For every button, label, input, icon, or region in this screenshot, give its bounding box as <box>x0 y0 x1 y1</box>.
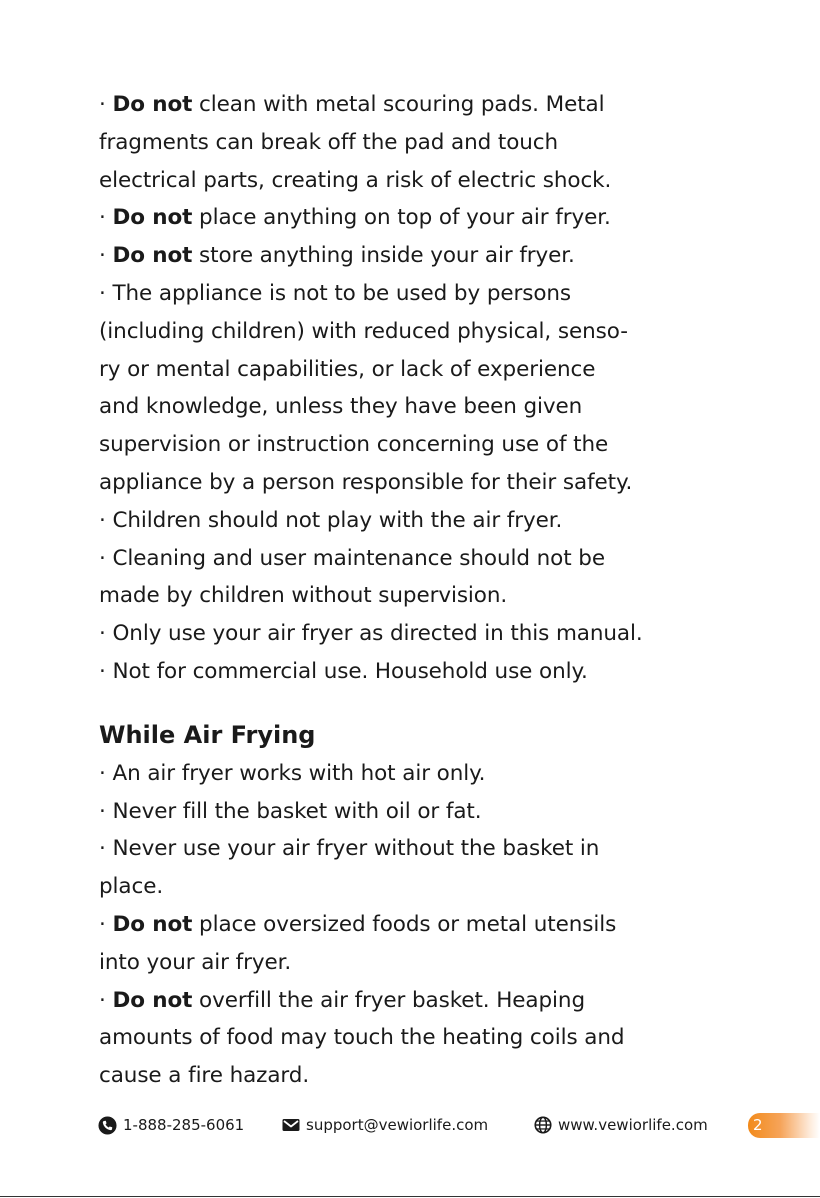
line-text: appliance by a person responsible for their safety. <box>99 469 633 495</box>
emphasis-text: Do not <box>112 911 193 937</box>
globe-icon <box>534 1116 552 1134</box>
text-line <box>99 653 799 691</box>
line-text: ry or mental capabilities, or lack of experience <box>99 356 596 382</box>
emphasis-text: Do not <box>112 92 193 117</box>
line-text: (including children) with reduced physical, senso- <box>99 318 628 344</box>
line-text: place oversized foods or metal utensils <box>192 911 617 937</box>
text-line <box>99 1057 799 1095</box>
footer-email <box>282 1112 488 1138</box>
page-number: 2 <box>753 1116 763 1134</box>
text-line <box>99 577 799 615</box>
text-line <box>99 502 799 540</box>
line-text: cause a fire hazard. <box>99 1063 310 1089</box>
bullet-marker: · <box>99 911 113 937</box>
line-text: place. <box>99 874 164 900</box>
line-text: and knowledge, unless they have been given <box>99 394 583 420</box>
text-line <box>99 868 799 906</box>
bullet-marker: · <box>99 205 113 231</box>
envelope-icon <box>282 1118 300 1132</box>
phone-icon <box>98 1116 117 1135</box>
bullet-marker: · <box>99 243 113 269</box>
text-line <box>99 464 799 502</box>
section-heading: While Air Frying <box>99 720 316 749</box>
text-line <box>99 313 799 351</box>
line-text: electrical parts, creating a risk of electric shock. <box>99 167 612 193</box>
line-text: · Not for commercial use. Household use only. <box>99 658 588 684</box>
line-text: · The appliance is not to be used by persons <box>99 280 572 306</box>
line-text: clean with metal scouring pads. Metal <box>192 92 605 117</box>
manual-text-block <box>99 86 799 1095</box>
line-text: supervision or instruction concerning use of the <box>99 432 609 458</box>
phone-number: 1-888-285-6061 <box>123 1116 245 1134</box>
text-line <box>99 1019 799 1057</box>
footer-phone <box>98 1112 244 1138</box>
line-text: · Never use your air fryer without the basket in <box>99 836 600 862</box>
email-address: support@vewiorlife.com <box>306 1116 489 1134</box>
emphasis-text: Do not <box>112 987 193 1013</box>
text-line <box>99 755 799 793</box>
line-text: store anything inside your air fryer. <box>192 243 575 269</box>
bullet-marker: · <box>99 92 113 117</box>
line-text: fragments can break off the pad and touch <box>99 129 559 155</box>
text-line <box>99 351 799 389</box>
website-url: www.vewiorlife.com <box>558 1116 708 1134</box>
text-line <box>99 944 799 982</box>
line-text: into your air fryer. <box>99 949 292 975</box>
line-text: · Cleaning and user maintenance should not be <box>99 545 605 571</box>
text-line <box>99 540 799 578</box>
text-line <box>99 906 799 944</box>
text-line <box>99 237 799 275</box>
safety-list <box>99 86 799 691</box>
text-line <box>99 162 799 200</box>
text-line <box>99 830 799 868</box>
page-number-tab <box>748 1113 820 1138</box>
line-text: · Never fill the basket with oil or fat. <box>99 798 482 824</box>
page-footer <box>98 1112 820 1138</box>
text-line <box>99 982 799 1020</box>
text-line <box>99 793 799 831</box>
footer-website <box>534 1112 708 1138</box>
line-text: · An air fryer works with hot air only. <box>99 760 486 786</box>
line-text: made by children without supervision. <box>99 583 508 609</box>
text-line <box>99 615 799 653</box>
emphasis-text: Do not <box>112 205 193 231</box>
emphasis-text: Do not <box>112 243 193 269</box>
air-frying-list <box>99 755 799 1095</box>
text-line <box>99 199 799 237</box>
text-line <box>99 275 799 313</box>
text-line <box>99 86 799 124</box>
line-text: place anything on top of your air fryer. <box>192 205 611 231</box>
line-text: overfill the air fryer basket. Heaping <box>192 987 586 1013</box>
bullet-marker: · <box>99 987 113 1013</box>
line-text: · Children should not play with the air fryer. <box>99 507 563 533</box>
text-line <box>99 388 799 426</box>
text-line <box>99 426 799 464</box>
line-text: · Only use your air fryer as directed in this manual. <box>99 621 643 647</box>
line-text: amounts of food may touch the heating coils and <box>99 1025 625 1051</box>
bottom-rule <box>0 1196 820 1197</box>
text-line <box>99 124 799 162</box>
